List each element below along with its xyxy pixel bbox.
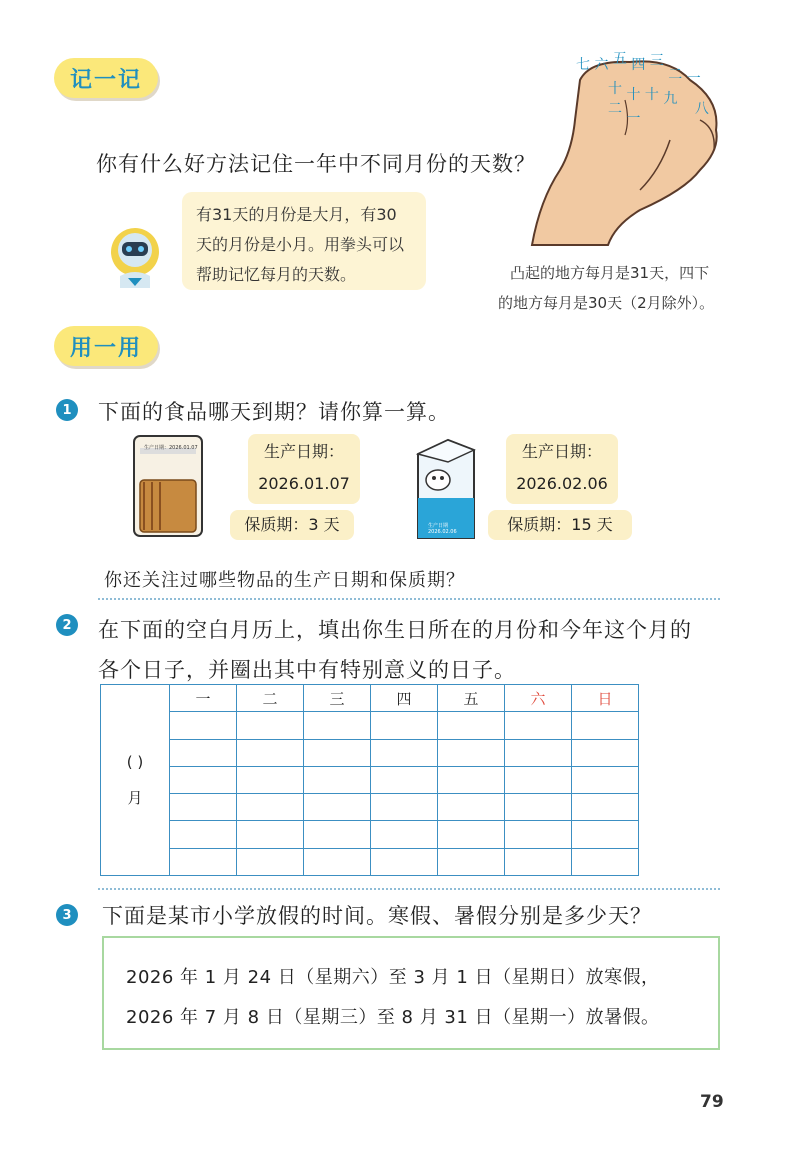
day-cell[interactable] bbox=[304, 766, 371, 793]
day-cell[interactable] bbox=[237, 712, 304, 739]
day-cell[interactable] bbox=[572, 848, 639, 875]
day-cell[interactable] bbox=[170, 766, 237, 793]
milk-production-date-box: 生产日期： 2026.02.06 bbox=[506, 434, 618, 504]
day-cell[interactable] bbox=[572, 766, 639, 793]
day-cell[interactable] bbox=[170, 848, 237, 875]
bubble-line-2: 天的月份是小月。用拳头可以 bbox=[196, 235, 405, 254]
day-cell[interactable] bbox=[438, 848, 505, 875]
day-cell[interactable] bbox=[304, 712, 371, 739]
weekday-fri: 五 bbox=[438, 685, 505, 712]
weekday-sat: 六 bbox=[505, 685, 572, 712]
problem1-followup: 你还关注过哪些物品的生产日期和保质期？ bbox=[104, 570, 465, 591]
robot-speech-bubble bbox=[182, 192, 426, 290]
bubble-line-1: 有31天的月份是大月，有30 bbox=[196, 205, 397, 224]
day-cell[interactable] bbox=[505, 739, 572, 766]
day-cell[interactable] bbox=[237, 739, 304, 766]
calendar-month-cell[interactable]: ( ) 月 bbox=[101, 685, 170, 876]
day-cell[interactable] bbox=[438, 794, 505, 821]
bread-bag-image: 生产日期：2026.01.07 bbox=[130, 432, 206, 540]
day-cell[interactable] bbox=[505, 848, 572, 875]
problem3-text: 下面是某市小学放假的时间。寒假、暑假分别是多少天？ bbox=[102, 904, 652, 928]
holiday-box bbox=[102, 936, 720, 1050]
day-cell[interactable] bbox=[505, 794, 572, 821]
weekday-wed: 三 bbox=[304, 685, 371, 712]
day-cell[interactable] bbox=[170, 821, 237, 848]
day-cell[interactable] bbox=[438, 766, 505, 793]
robot-icon bbox=[100, 222, 170, 292]
day-cell[interactable] bbox=[237, 848, 304, 875]
bread-shelf-life-box: 保质期：3 天 bbox=[230, 510, 354, 540]
problem2-text: 在下面的空白月历上，填出你生日所在的月份和今年这个月的 各个日子，并圈出其中有特别意义的日子。 bbox=[98, 618, 692, 682]
weekday-mon: 一 bbox=[170, 685, 237, 712]
day-cell[interactable] bbox=[371, 821, 438, 848]
robot-avatar bbox=[100, 222, 170, 292]
day-cell[interactable] bbox=[371, 848, 438, 875]
bubble-line-3: 帮助记忆每月的天数。 bbox=[196, 265, 357, 284]
section-pill-remember: 记一记 bbox=[54, 58, 158, 98]
bread-production-date-box: 生产日期： 2026.01.07 bbox=[248, 434, 360, 504]
day-cell[interactable] bbox=[505, 766, 572, 793]
day-cell[interactable] bbox=[371, 739, 438, 766]
day-cell[interactable] bbox=[438, 821, 505, 848]
fist-caption: 凸起的地方每月是31天，四下 的地方每月是30天（2月除外）。 bbox=[498, 264, 715, 312]
problem-number-2: 2 bbox=[56, 614, 78, 636]
day-cell[interactable] bbox=[304, 821, 371, 848]
day-cell[interactable] bbox=[505, 821, 572, 848]
day-cell[interactable] bbox=[371, 766, 438, 793]
weekday-tue: 二 bbox=[237, 685, 304, 712]
milk-carton-image: 生产日期 2026.02.06 bbox=[408, 436, 484, 542]
day-cell[interactable] bbox=[371, 794, 438, 821]
day-cell[interactable] bbox=[304, 739, 371, 766]
summer-holiday-line: 2026 年 7 月 8 日（星期三）至 8 月 31 日（星期一）放暑假。 bbox=[126, 1007, 660, 1028]
day-cell[interactable] bbox=[572, 821, 639, 848]
weekday-thu: 四 bbox=[371, 685, 438, 712]
day-cell[interactable] bbox=[170, 739, 237, 766]
day-cell[interactable] bbox=[304, 848, 371, 875]
day-cell[interactable] bbox=[505, 712, 572, 739]
day-cell[interactable] bbox=[170, 794, 237, 821]
day-cell[interactable] bbox=[572, 739, 639, 766]
divider-1 bbox=[98, 598, 720, 600]
winter-holiday-line: 2026 年 1 月 24 日（星期六）至 3 月 1 日（星期日）放寒假， bbox=[126, 967, 660, 988]
problem1-text: 下面的食品哪天到期？请你算一算。 bbox=[98, 400, 450, 424]
problem-number-3: 3 bbox=[56, 904, 78, 926]
weekday-sun: 日 bbox=[572, 685, 639, 712]
day-cell[interactable] bbox=[237, 821, 304, 848]
day-cell[interactable] bbox=[572, 794, 639, 821]
page-number: 79 bbox=[700, 1092, 724, 1112]
problem-number-1: 1 bbox=[56, 399, 78, 421]
milk-shelf-life-box: 保质期：15 天 bbox=[488, 510, 632, 540]
day-cell[interactable] bbox=[572, 712, 639, 739]
blank-calendar bbox=[100, 684, 639, 876]
fist-illustration: 七 六 五 四 三 二 一 十 十 十 九 二 一 八 bbox=[520, 40, 730, 250]
day-cell[interactable] bbox=[438, 739, 505, 766]
section-pill-use: 用一用 bbox=[54, 326, 158, 366]
section1-question: 你有什么好方法记住一年中不同月份的天数？ bbox=[96, 152, 536, 176]
day-cell[interactable] bbox=[237, 794, 304, 821]
day-cell[interactable] bbox=[170, 712, 237, 739]
divider-2 bbox=[98, 888, 720, 890]
day-cell[interactable] bbox=[304, 794, 371, 821]
day-cell[interactable] bbox=[438, 712, 505, 739]
day-cell[interactable] bbox=[237, 766, 304, 793]
day-cell[interactable] bbox=[371, 712, 438, 739]
